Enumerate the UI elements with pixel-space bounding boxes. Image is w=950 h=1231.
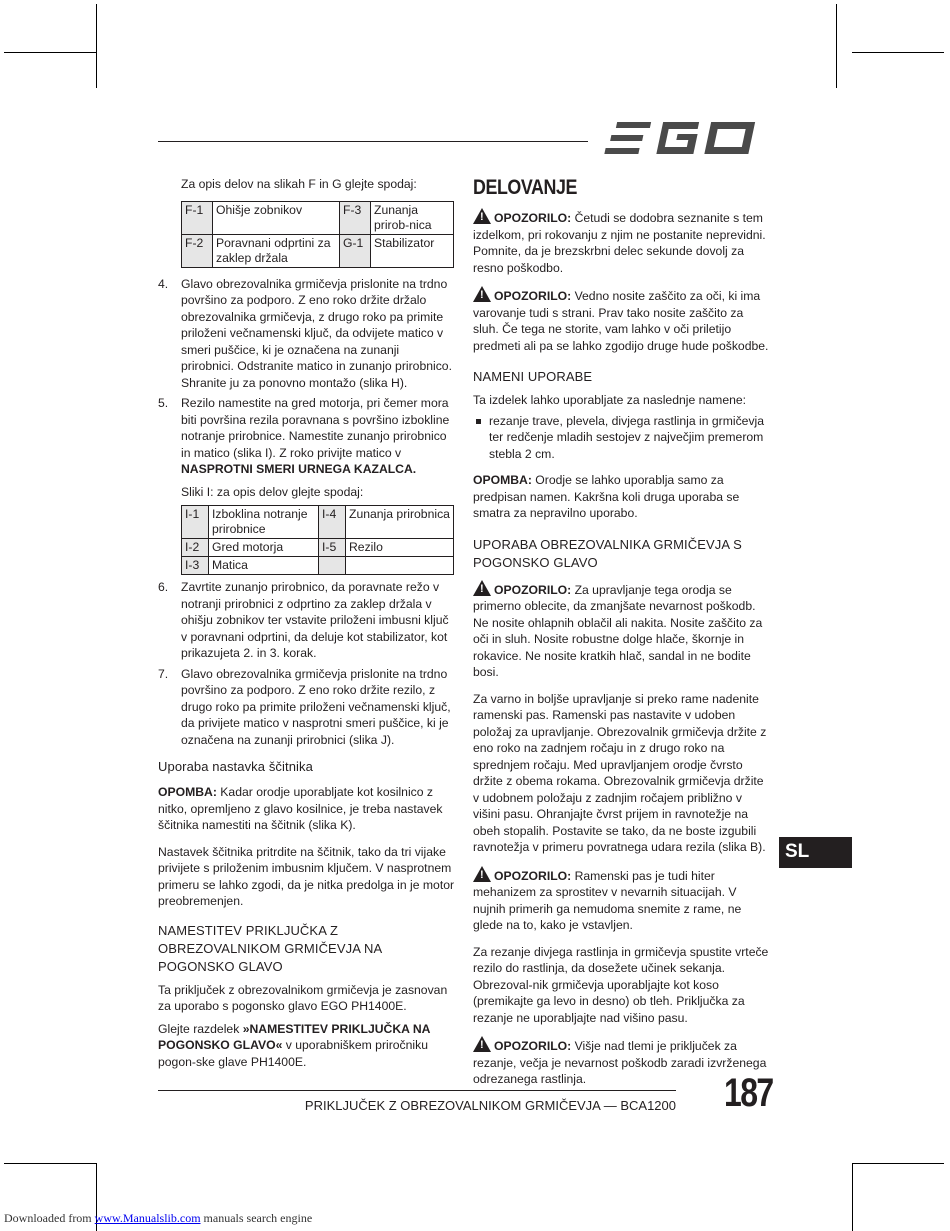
paragraph-nastavek: Nastavek ščitnika pritrdite na ščitnik, tako da tri vijake privijete s priloženim imbusnim ključem. V nasprotnem primeru se lahko zgodi, da je nitka predolga in je motor preobremenjen. [158, 844, 455, 908]
brand-logo [604, 118, 769, 160]
warning-triangle-icon: ! [473, 1036, 491, 1052]
intro-i: Sliki I: za opis delov glejte spodaj: [181, 484, 364, 499]
heading-nameni: NAMENI UPORABE [473, 369, 593, 384]
heading-uporaba: UPORABA OBREZOVALNIKA GRMIČEVJA S POGONSKO GLAVO [473, 536, 742, 570]
paragraph-varno: Za varno in boljše upravljanje si preko rame nadenite ramenski pas. Ramenski pas nastavite v udoben položaj za upravljanje. Obrezovalnik grmičevja držite z eno roko na zadnjem ročaju in z drugo roko na sprednjem ročaju. Med upravljanjem orodje čvrsto držite z obema rokama. Obrezovalnik grmičevja držite v udobnem položaju z zadnjim ročajem približno v višini pasu. Ohranjajte čvrst prijem in ravnotežje na obeh stopalih. Postavite se tako, da ne boste izgubili ravnotežja v primeru povratnega udara rezila (slika B). [473, 691, 767, 854]
warning-2: ! OPOZORILO: Vedno nosite zaščito za oči, ki ima varovanje tudi s strani. Prav tako nosite zaščito za sluh. Če tega ne storite, vam lahko v oči priletijo predmeti ali pa se lahko zgodijo druge hude poškodbe. [473, 286, 770, 354]
language-tab: SL [779, 837, 852, 868]
warning-4: ! OPOZORILO: Ramenski pas je tudi hiter mehanizem za sprostitev v nevarnih situacijah. V nujnih primerih ga nemudoma snemite z rame, ne glede na to, kako je vstavljen. [473, 866, 770, 934]
page-number: 187 [724, 1071, 773, 1115]
table-row: F-2 Poravnani odprtini za zaklep držala G-1 Stabilizator [182, 234, 454, 267]
left-column [158, 176, 455, 1080]
table-row: I-1 Izboklina notranje prirobnice I-4 Zunanja prirobnica [182, 506, 454, 539]
paragraph-prikljucek: Ta priključek z obrezovalnikom grmičevja je zasnovan za uporabo s pogonsko glavo EGO PH1400E. [158, 982, 448, 1013]
list-item-step-7: 7. Glavo obrezovalnika grmičevja prislonite na trdno površino za podporo. Z eno roko držite rezilo, z drugo roko pa primite priloženi večnamenski ključ, da privijete matico v nasprotni smeri puščice, ki je označena na zunanji prirobnici (slika J). [158, 666, 451, 747]
note-nameni: OPOMBA: Orodje se lahko uporablja samo za predpisan namen. Kakršna koli druga uporaba se smatra za nepravilno uporabo. [473, 473, 740, 520]
warning-triangle-icon: ! [473, 286, 491, 302]
table-row: I-2 Gred motorja I-5 Rezilo [182, 539, 454, 557]
bullet-icon [476, 419, 481, 424]
manualslib-link[interactable]: www.Manualslib.com [94, 1211, 201, 1225]
warning-5: ! OPOZORILO: Višje nad tlemi je priključek za rezanje, večja je nevarnost poškodb zaradi izvrženega odrezanega rastlinja. [473, 1036, 770, 1088]
download-notice: Downloaded from www.Manualslib.com manuals search engine [4, 1211, 313, 1225]
intro-fg: Za opis delov na slikah F in G glejte spodaj: [181, 177, 417, 191]
header-rule [158, 141, 588, 142]
heading-namestitev: NAMESTITEV PRIKLJUČKA Z OBREZOVALNIKOM GRMIČEVJA NA POGONSKO GLAVO [158, 922, 382, 974]
heading-scitnik: Uporaba nastavka ščitnika [158, 759, 313, 774]
warning-triangle-icon: ! [473, 580, 491, 596]
paragraph-glejte: Glejte razdelek »NAMESTITEV PRIKLJUČKA NA POGONSKO GLAVO« v uporabniškem priročniku pogon-ske glave PH1400E. [158, 1021, 431, 1069]
list-item-step-6: 6. Zavrtite zunanjo prirobnico, da poravnate režo v notranji prirobnici z odprtino za zaklep držala v ohišju zobnikov ter vstavite priloženi imbusni ključ v poravnani odprtini, da deluje kot stabilizator, kot prikazujeta 2. in 3. korak. [158, 580, 449, 660]
list-item-step-5: 5. Rezilo namestite na gred motorja, pri čemer mora biti površina rezila poravnana s površino izbokline notranje prirobnice. Namestite zunanjo prirobnico in matico (slika I). Z roko privijte matico v NASPROTNI SMERI URNEGA KAZALCA. Sliki I: za opis delov glejte spodaj: I-1 Izboklina notranje prirobnice I-4 Zunanja prirobnica I-2 Gred motorja I-5 Rezilo I-3 Matica [158, 395, 455, 575]
parts-table-fg [181, 201, 454, 268]
footer-rule [158, 1090, 676, 1091]
warning-1: ! OPOZORILO: Četudi se dodobra seznanite s tem izdelkom, pri rokovanju z njim ne postanite neprevidni. Pomnite, da je brezskrbni delec sekunde dovolj za resno poškodbo. [473, 208, 770, 276]
list-item: rezanje trave, plevela, divjega rastlinja in grmičevja ter redčenje mladih sestojev z največjim premerom stebla 2 cm. [473, 413, 770, 463]
right-column [473, 176, 770, 1098]
warning-triangle-icon: ! [473, 208, 491, 224]
footer-title: PRIKLJUČEK Z OBREZOVALNIKOM GRMIČEVJA — BCA1200 [304, 1098, 676, 1113]
parts-table-i [181, 505, 454, 575]
table-row: F-1 Ohišje zobnikov F-3 Zunanja prirob-nica [182, 201, 454, 234]
paragraph-rezanje: Za rezanje divjega rastlinja in grmičevja spustite vrteče rezilo do rastlinja, da dosežete učinek sekanja. Obrezoval-nik grmičevja uporabljajte kot koso (premikajte ga levo in desno) ob tleh. Priključka za rezanje ne uporabljajte nad višino pasu. [473, 944, 769, 1025]
note-scitnik: OPOMBA: Kadar orodje uporabljate kot kosilnico z nitko, opremljeno z glavo kosilnice, je treba nastavek ščitnika namestiti na ščitnik (slika K). [158, 785, 443, 832]
ego-logo-icon [604, 118, 769, 160]
table-row: I-3 Matica [182, 557, 454, 575]
warning-3: ! OPOZORILO: Za upravljanje tega orodja se primerno oblecite, da zmanjšate nevarnost poškodb. Ne nosite ohlapnih oblačil ali nakita. Nosite zaščito za oči in sluh. Nosite robustne dolge hlače, škornje in rokavice. Ne nosite kratkih hlač, sandal in ne bodite bosi. [473, 580, 770, 681]
warning-triangle-icon: ! [473, 866, 491, 882]
paragraph-nameni: Ta izdelek lahko uporabljate za naslednje namene: [473, 393, 747, 407]
heading-delovanje: DELOVANJE [473, 176, 577, 199]
list-item-step-4: 4. Glavo obrezovalnika grmičevja prislonite na trdno površino za podporo. Z eno roko držite držalo obrezovalnika grmičevja, z drugo roko pa primite priloženi večnamenski ključ, da odvijete matico v smeri puščice, ki je označena na zunanji prirobnici. Odstranite matico in zunanjo prirobnico. Shranite ju za ponovno montažo (slika H). [158, 276, 452, 390]
